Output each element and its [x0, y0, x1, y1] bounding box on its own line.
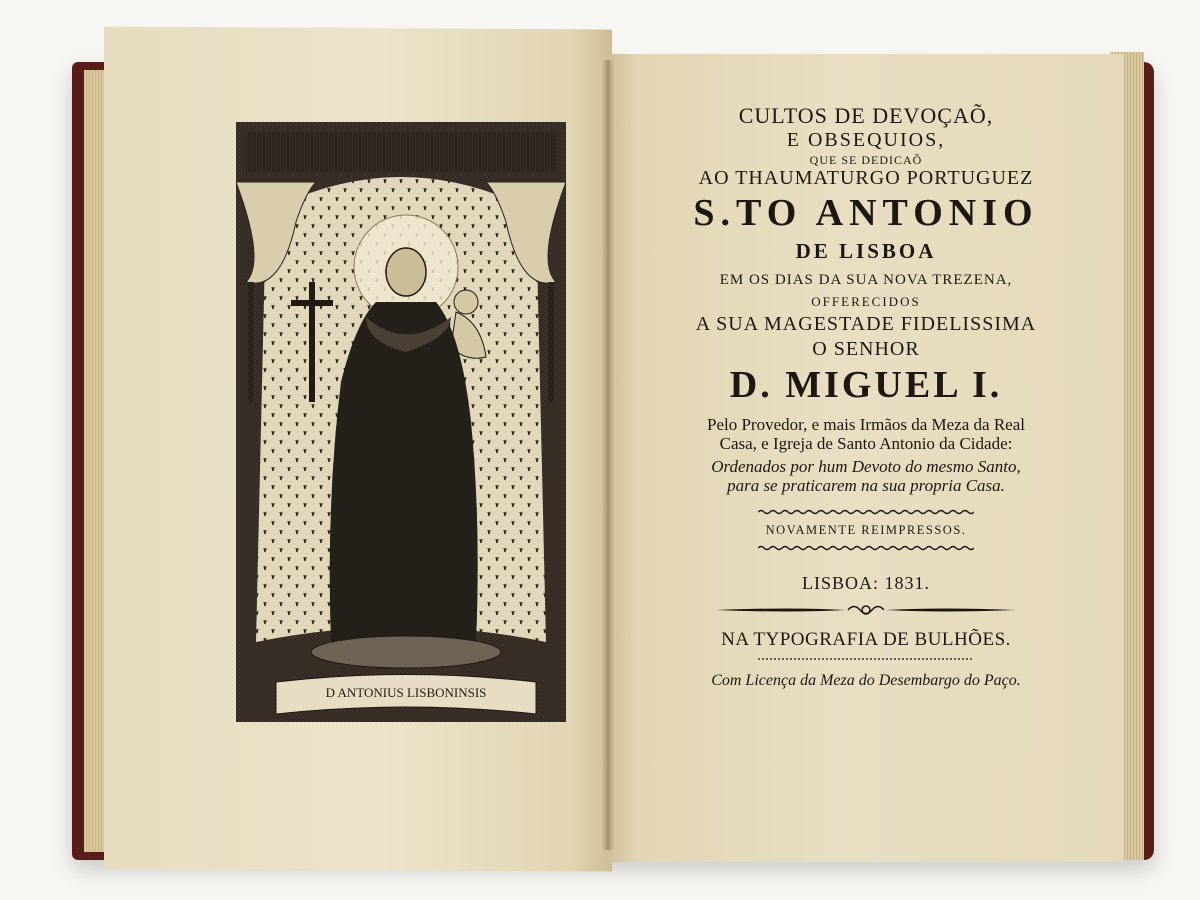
imprint-place-date: LISBOA: 1831. — [801, 572, 930, 593]
wavy-rule-top — [758, 509, 974, 515]
book-gutter — [602, 60, 614, 850]
title-line-de-lisboa: DE LISBOA — [795, 239, 937, 264]
title-line-igreja: Casa, e Igreja de Santo Antonio da Cidade: — [719, 433, 1013, 453]
title-line-santo-antonio: S.TO ANTONIO — [693, 191, 1039, 234]
ornamental-rule — [716, 601, 1016, 619]
imprint-licence: Com Licença da Meza do Desembargo do Paço. — [711, 672, 1021, 690]
title-line-praticarem: para se praticarem na sua propria Casa. — [727, 475, 1005, 495]
title-line-reimpressos: NOVAMENTE REIMPRESSOS. — [765, 522, 967, 537]
title-line-obsequios: E OBSEQUIOS, — [786, 128, 946, 151]
wavy-rule-imprint — [676, 656, 1056, 662]
title-line-offerecidos: OFFERECIDOS — [811, 293, 921, 309]
title-line-magestade: A SUA MAGESTADE FIDELISSIMA — [695, 313, 1037, 336]
title-line-miguel: D. MIGUEL I. — [729, 364, 1003, 407]
title-line-thaumaturgo: AO THAUMATURGO PORTUGUEZ — [698, 167, 1034, 190]
engraving-caption: D ANTONIUS LISBONINSIS — [325, 685, 487, 700]
wavy-rule-bottom — [758, 545, 974, 551]
title-line-provedor: Pelo Provedor, e mais Irmãos da Meza da Real — [707, 414, 1025, 434]
saint-anthony-engraving — [236, 122, 566, 722]
title-page-text — [640, 104, 1092, 690]
title-line-cultos: CULTOS DE DEVOÇAÕ, — [738, 103, 994, 128]
title-line-senhor: O SENHOR — [812, 337, 920, 360]
engraving-plate — [236, 122, 566, 722]
imprint-printer: NA TYPOGRAFIA DE BULHÕES. — [721, 628, 1011, 650]
title-line-dedicao: QUE SE DEDICAÕ — [809, 153, 923, 168]
title-line-trezena: EM OS DIAS DA SUA NOVA TREZENA, — [719, 271, 1013, 288]
title-line-ordenados: Ordenados por hum Devoto do mesmo Santo, — [711, 456, 1021, 476]
